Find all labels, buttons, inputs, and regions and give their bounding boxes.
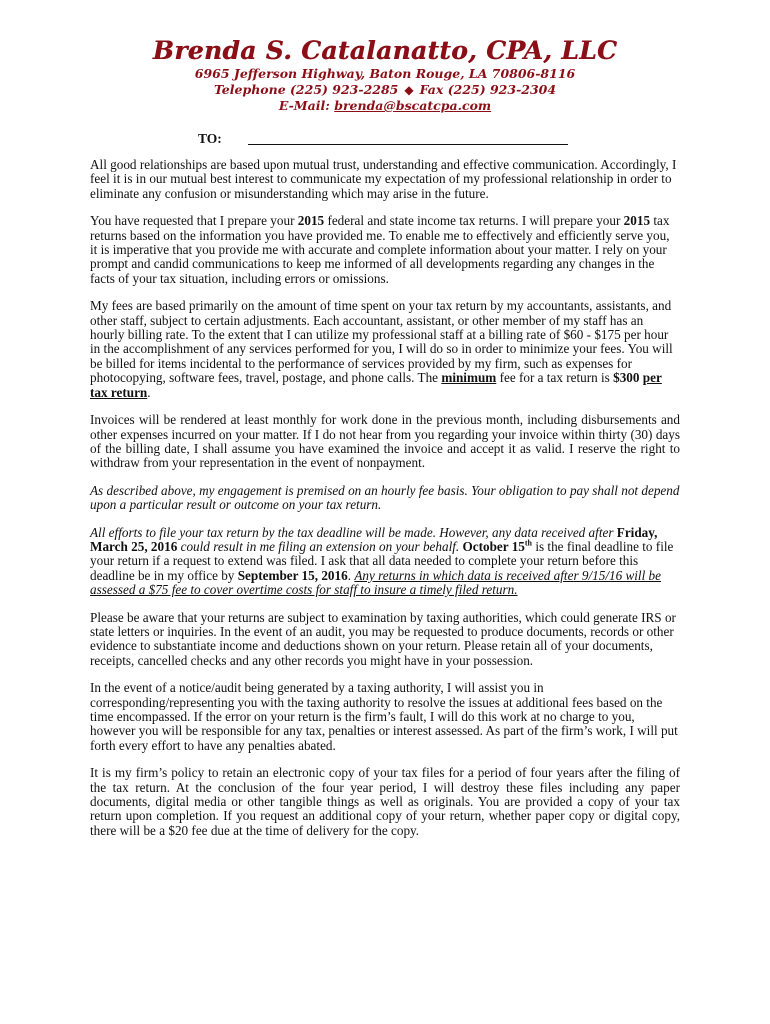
minimum-fee-amount: $300 — [613, 370, 640, 386]
extension-deadline: October 15 — [462, 538, 525, 554]
firm-name: Brenda S. Catalanatto, CPA, LLC — [152, 36, 618, 65]
p2-text-b: federal and state income tax returns. I will prepare your — [324, 213, 624, 229]
p3-text-b: fee for a tax return is — [496, 370, 614, 386]
p6-text-d: . — [347, 567, 355, 583]
per-tax-return: per tax return — [90, 370, 662, 400]
final-data-date: September 15, 2016 — [237, 567, 348, 583]
firm-phone-fax — [0, 82, 770, 98]
p6-text-b: could result in me filing an extension on your behalf. — [177, 538, 463, 554]
to-blank-line — [248, 144, 568, 145]
paragraph-engagement — [90, 214, 680, 286]
letter-body — [90, 158, 680, 851]
p3-text-a: My fees are based primarily on the amount of time spent on your tax return by my accountants, assistants, and other staff, subject to certain adjustments. Each accountant, assistant, or other member of my staff has an hourly billing rate. To the extent that I can utilize my professional staff at a billing rate of $60 - $175 per hour in the accomplishment of any services performed for you, I will do so in order to minimize your fees. You will be billed for items incidental to the performance of services provided by my firm, such as expenses for photocopying, software fees, travel, postage, and phone calls. The — [90, 298, 673, 386]
paragraph-fees — [90, 299, 680, 400]
paragraph-audit: In the event of a notice/audit being generated by a taxing authority, I will assist you in corresponding/representing you with the taxing authority to resolve the issues at additional fees based on the time encompassed. If the error on your return is the firm’s fault, I will do this work at no charge to you, however you will be responsible for any tax, penalties or interest assessed. As part of the firm’s work, I will put forth every effort to have any penalties abated. — [90, 680, 678, 753]
data-deadline-date: Friday, March 25, 2016 — [90, 524, 658, 554]
firm-address: 6965 Jefferson Highway, Baton Rouge, LA 70806-8116 — [194, 66, 576, 81]
diamond-icon: ◆ — [404, 83, 414, 97]
email-label: E-Mail: — [278, 98, 335, 113]
p6-text-a: All efforts to file your tax return by the tax deadline will be made. However, any data received after — [90, 524, 617, 540]
paragraph-examination: Please be aware that your returns are subject to examination by taxing authorities, which could generate IRS or state letters or inquiries. In the event of an audit, you may be requested to produce documents, records or other evidence to substantiate income and deductions shown on your return. Please retain all of your documents, receipts, cancelled checks and any other records you might have in your possession. — [90, 609, 676, 668]
p3-end: . — [147, 384, 151, 400]
email-address: brenda@bscatcpa.com — [334, 98, 492, 113]
p2-text-a: You have requested that I prepare your — [90, 213, 298, 229]
firm-email — [0, 98, 770, 114]
letterhead — [0, 36, 770, 114]
overtime-fee-notice: Any returns in which data is received after 9/15/16 will be assessed a $75 fee to cover overtime costs for staff to insure a timely filed return. — [90, 567, 661, 598]
paragraph-retention: It is my firm’s policy to retain an electronic copy of your tax files for a period of four years after the filing of the tax return. At the conclusion of the four year period, I will destroy these files including any paper documents, digital media or other tangible things as well as originals. You are provided a copy of your tax return upon completion. If you request an additional copy of your return, whether paper copy or digital copy, there will be a $20 fee due at the time of delivery for the copy. — [90, 765, 680, 838]
paragraph-deadlines — [90, 526, 680, 598]
paragraph-relationships: All good relationships are based upon mutual trust, understanding and effective communication. Accordingly, I feel it is in our mutual best interest to communicate my expectation of my professional relationship in order to eliminate any confusion or misunderstanding which may arise in the future. — [90, 157, 677, 201]
ordinal-suffix: th — [524, 538, 533, 548]
minimum-emphasis: minimum — [441, 370, 497, 386]
tax-year: 2015 — [623, 213, 651, 229]
tax-year: 2015 — [297, 213, 325, 229]
to-label: TO: — [198, 131, 222, 146]
firm-telephone: Telephone (225) 923-2285 — [213, 82, 399, 97]
p6-text-c: is the final deadline to file your return if a request to extend was filed. I ask that all data needed to complete your return before this deadline be in my office by — [90, 538, 674, 583]
p2-text-c: tax returns based on the information you have provided me. To enable me to effectively and efficiently serve you, it is imperative that you provide me with accurate and complete information about your matter. I rely on your prompt and candid communications to keep me informed of all developments regarding any changes in the facts of your tax situation, including errors or omissions. — [90, 213, 670, 286]
paragraph-invoices: Invoices will be rendered at least monthly for work done in the previous month, including disbursements and other expenses incurred on your matter. If I do not hear from you regarding your invoice within thirty (30) days of the billing date, I shall assume you have examined the invoice and accept it as valid. I reserve the right to withdraw from your representation in the event of nonpayment. — [90, 412, 680, 471]
firm-fax: Fax (225) 923-2304 — [419, 82, 557, 97]
paragraph-hourly-basis: As described above, my engagement is premised on an hourly fee basis. Your obligation to pay shall not depend upon a particular result or outcome on your tax return. — [90, 482, 680, 513]
